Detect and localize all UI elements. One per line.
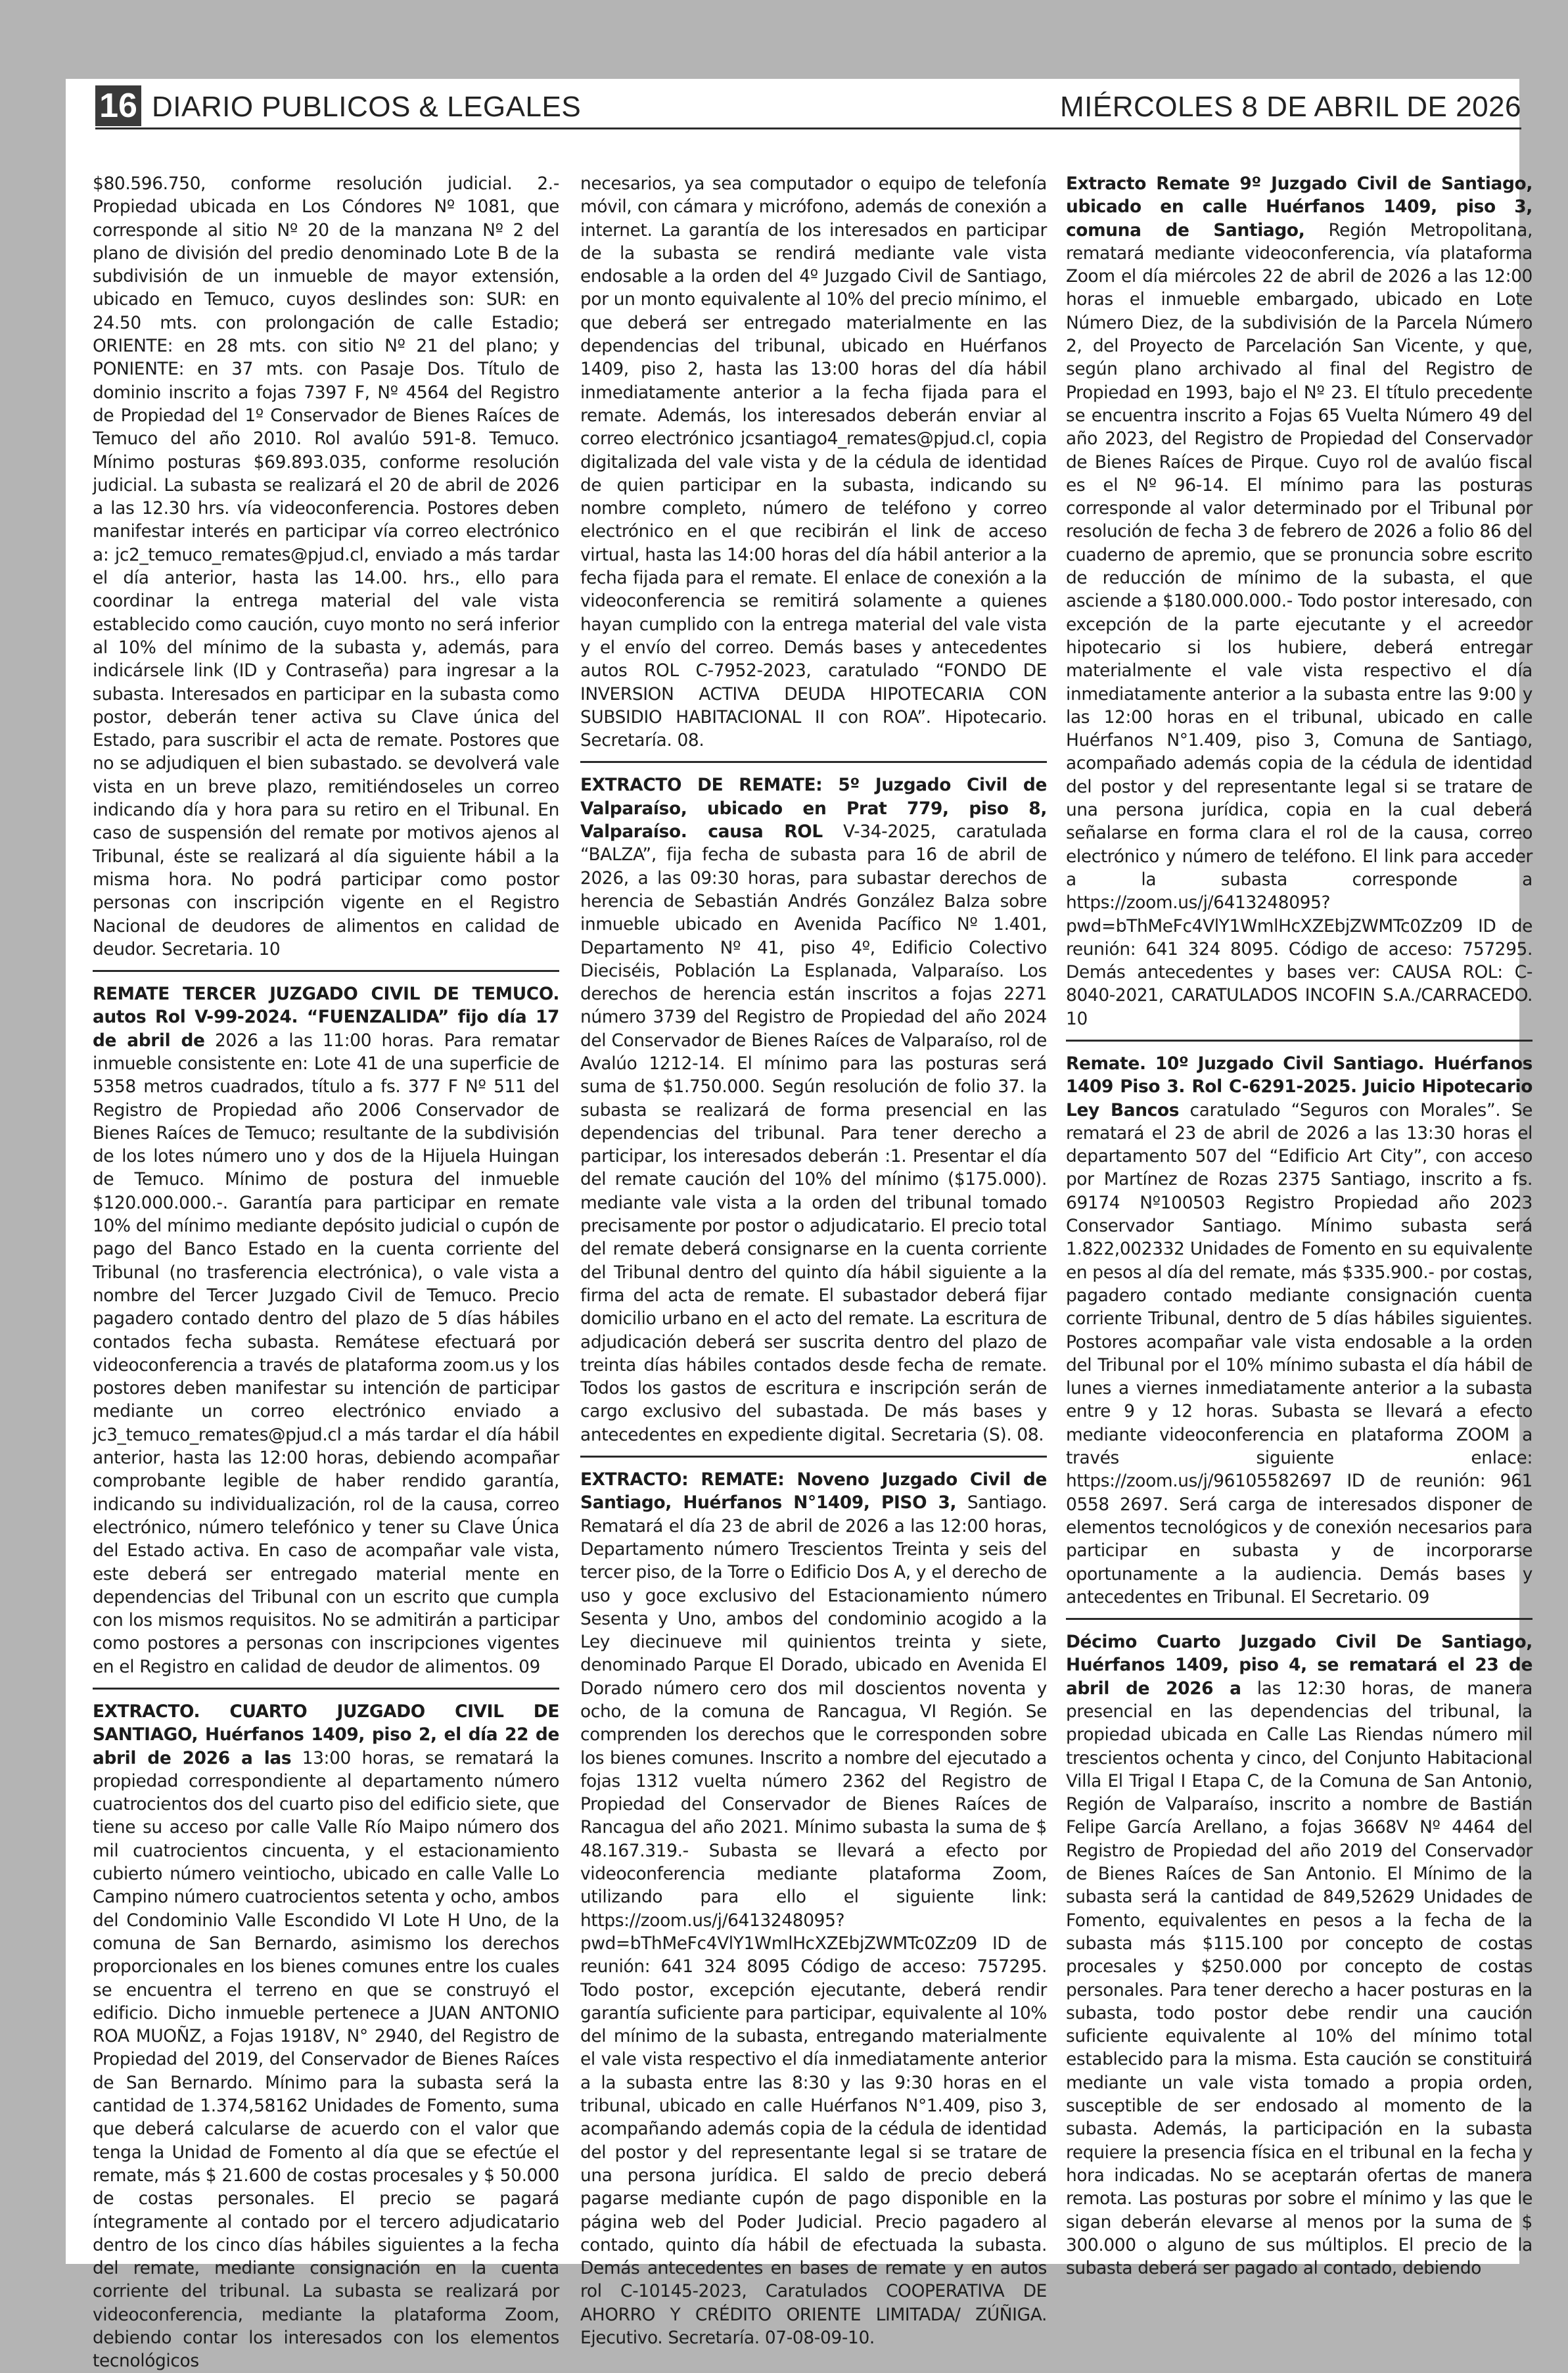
notice-text — [93, 172, 559, 961]
page-number: 16 — [95, 85, 141, 126]
notice-divider — [580, 761, 1047, 763]
legal-notice — [580, 1468, 1047, 2349]
legal-notice — [1066, 1052, 1533, 1609]
notice-body: caratulado “Seguros con Morales”. Se rematará el 23 de abril de 2026 a las 13:30 horas el departamento 507 del “Edificio Art City”, con acceso por Martínez de Rozas 2375 Santiago, inscrito a fs. 69174 Nº100503 Registro Propiedad año 2023 Conservador Santiago. Mínimo subasta será 1.822,002332 Unidades de Fomento en su equivalente en pesos al día del remate, más $335.900.- por costas, pagadero contado mediante consignación cuenta corriente Tribunal, dentro de 5 días hábiles siguientes. Postores acompañar vale vista endosable a la orden del Tribunal por el 10% mínimo subasta el día hábil de lunes a viernes inmediatamente anterior a la subasta entre 9 y 12 horas. Subasta se llevará a efecto mediante videoconferencia en plataforma ZOOM a través siguiente enlace: https://zoom.us/j/96105582697 ID de reunión: 961 0558 2697. Será carga de interesados disponer de elementos tecnológicos y de conexión necesarios para participar en subasta y de incorporarse oportunamente a la audiencia. Demás bases y antecedentes en Tribunal. El Secretario. 09 — [1066, 1099, 1533, 1607]
column-2 — [580, 172, 1047, 2349]
notice-heading: Remate. 10º Juzgado Civil Santiago. Huérfanos 1409 Piso 3. Rol C-6291-2025. Juicio Hipotecario Ley Bancos — [1066, 1053, 1533, 1120]
notice-text — [1066, 172, 1533, 1030]
publication-name: DIARIO PUBLICOS & LEGALES — [152, 91, 582, 123]
notice-text — [580, 773, 1047, 1446]
notice-heading: Décimo Cuarto Juzgado Civil De Santiago, Huérfanos 1409, piso 4, se rematará el 23 de abril de 2026 a — [1066, 1632, 1533, 1699]
notice-heading: EXTRACTO. CUARTO JUZGADO CIVIL DE SANTIAGO, Huérfanos 1409, piso 2, el día 22 de abril de 2026 a las — [93, 1701, 559, 1768]
legal-notice — [93, 982, 559, 1678]
notice-text — [1066, 1630, 1533, 2280]
legal-notice — [580, 773, 1047, 1446]
page-header — [95, 85, 1521, 125]
notice-body: las 12:30 horas, de manera presencial en las dependencias del tribunal, la propiedad ubicada en Calle Las Riendas número mil trescientos ochenta y cinco, del Conjunto Habitacional Villa El Trigal I Etapa C, de la Comuna de San Antonio, Región de Valparaíso, inscrito a nombre de Bastián Felipe García Arellano, a fojas 3668V Nº 4464 del Registro de Propiedad del año 2019 del Conservador de Bienes Raíces de San Antonio. El Mínimo de la subasta será la cantidad de 849,52629 Unidades de Fomento, equivalentes en pesos a la fecha de la subasta más $115.100 por concepto de costas procesales y $250.000 por concepto de costas personales. Para tener derecho a hacer posturas en la subasta, todo postor debe rendir una caución suficiente equivalente al 10% del mínimo total establecido para la misma. Esta caución se constituirá mediante un vale vista tomado a propia orden, susceptible de ser endosado al momento de la subasta. Además, la participación en la subasta requiere la presencia física en el tribunal en la fecha y hora indicadas. No se aceptarán ofertas de manera remota. Las posturas por sobre el mínimo y las que le sigan deberán elevarse al menos por la suma de $ 300.000 o alguno de sus múltiplos. El precio de la subasta deberá ser pagado al contado, debiendo — [1066, 1678, 1533, 2279]
notice-body: Santiago. Rematará el día 23 de abril de 2026 a las 12:00 horas, Departamento número Trescientos Treinta y seis del tercer piso, de la Torre o Edificio Dos A, y el derecho de uso y goce exclusivo del Estacionamiento número Sesenta y Uno, ambos del condominio acogido a la Ley diecinueve mil quinientos treinta y siete, denominado Parque El Dorado, ubicado en Avenida El Dorado número cero dos mil doscientos noventa y ocho, de la comuna de Rancagua, VI Región. Se comprenden los derechos que le corresponden sobre los bienes comunes. Inscrito a nombre del ejecutado a fojas 1312 vuelta número 2362 del Registro de Propiedad del Conservador de Bienes Raíces de Rancagua del año 2021. Mínimo subasta la suma de $ 48.167.319.- Subasta se llevará a efecto por videoconferencia mediante plataforma Zoom, utilizando para ello el siguiente link: https://zoom.us/j/6413248095?pwd=bThMeFc4VlY1WmlHcXZEbjZWMTc0Zz09 ID de reunión: 641 324 8095 Código de acceso: 757295. Todo postor, excepción ejecutante, deberá rendir garantía suficiente para participar, equivalente al 10% del mínimo de la subasta, entregando materialmente el vale vista respectivo el día inmediatamente anterior a la subasta entre las 8:30 y las 9:30 horas en el tribunal, ubicado en calle Huérfanos N°1.409, piso 3, acompañando además copia de la cédula de identidad del postor y del representante legal si se tratare de una persona jurídica. El saldo de precio deberá pagarse mediante cupón de pago disponible en la página web del Poder Judicial. Precio pagadero al contado, quinto día hábil de efectuada la subasta. Demás antecedentes en bases de remate y en autos rol C-10145-2023, Caratulados COOPERATIVA DE AHORRO Y CRÉDITO ORIENTE LIMITADA/ ZÚÑIGA. Ejecutivo. Secretaría. 07-08-09-10. — [580, 1492, 1048, 2349]
notice-text — [580, 172, 1047, 752]
notice-text — [580, 1468, 1047, 2349]
notice-text — [93, 982, 559, 1678]
notice-divider — [580, 1456, 1047, 1458]
notice-divider — [1066, 1618, 1533, 1620]
notice-text — [1066, 1052, 1533, 1609]
notice-body: 13:00 horas, se rematará la propiedad correspondiente al departamento número cuatrocientos dos del cuarto piso del edificio siete, que tiene su acceso por calle Valle Río Maipo número dos mil cuatrocientos cincuenta, y el estacionamiento cubierto número veintiocho, ubicado en calle Valle Lo Campino número cuatrocientos setenta y ocho, ambos del Condominio Valle Escondido VI Lote H Uno, de la comuna de San Bernardo, asimismo los derechos proporcionales en los bienes comunes entre los cuales se encuentra el terreno en que se construyó el edificio. Dicho inmueble pertenece a JUAN ANTONIO ROA MUOÑZ, a Fojas 1918V, N° 2940, del Registro de Propiedad del 2019, del Conservador de Bienes Raíces de San Bernardo. Mínimo para la subasta será la cantidad de 1.374,58162 Unidades de Fomento, suma que deberá calcularse de acuerdo con el valor que tenga la Unidad de Fomento al día que se efectúe el remate, más $ 21.600 de costas procesales y $ 50.000 de costas personales. El precio se pagará íntegramente al contado por el tercero adjudicatario dentro de los cinco días hábiles siguientes a la fecha del remate, mediante consignación en la cuenta corriente del tribunal. La subasta se realizará por videoconferencia, mediante la plataforma Zoom, debiendo contar los interesados con los elementos tecnológicos — [93, 1747, 559, 2372]
notice-heading: Extracto Remate 9º Juzgado Civil de Santiago, ubicado en calle Huérfanos 1409, piso 3, comuna de Santiago, — [1066, 173, 1533, 241]
notice-text — [93, 1700, 559, 2373]
notice-body: Región Metropolitana, rematará mediante videoconferencia, vía plataforma Zoom el día miércoles 22 de abril de 2026 a las 12:00 horas el inmueble embargado, ubicado en Lote Número Diez, de la subdivisión de la Parcela Número 2, del Proyecto de Parcelación San Vicente, y que, según plano archivado al final del Registro de Propiedad en 1993, bajo el Nº 23. El título precedente se encuentra inscrito a Fojas 65 Vuelta Número 49 del año 2023, del Registro de Propiedad del Conservador de Bienes Raíces de Pirque. Cuyo rol de avalúo fiscal es el Nº 96-14. El mínimo para las posturas corresponde al valor determinado por el Tribunal por resolución de fecha 3 de febrero de 2026 a folio 86 del cuaderno de apremio, que se pronuncia sobre escrito de reducción de mínimo de la subasta, el que asciende a $180.000.000.- Todo postor interesado, con excepción de la parte ejecutante y el acreedor hipotecario si los hubiere, deberá entregar materialmente el vale vista respectivo el día inmediatamente anterior a la subasta entre las 9:00 y las 12:00 horas en el tribunal, ubicado en calle Huérfanos N°1.409, piso 3, Comuna de Santiago, acompañado además copia de la cédula de identidad del postor y del representante legal si se tratare de una persona jurídica, copia en la cual deberá señalarse en forma clara el rol de la causa, correo electrónico y número de teléfono. El link para acceder a la subasta corresponde a https://zoom.us/j/6413248095?pwd=bThMeFc4VlY1WmlHcXZEbjZWMTc0Zz09 ID de reunión: 641 324 8095. Código de acceso: 757295. Demás antecedentes y bases ver: CAUSA ROL: C-8040-2021, CARATULADOS INCOFIN S.A./CARRACEDO. 10 — [1066, 219, 1533, 1029]
notice-body: 2026 a las 11:00 horas. Para rematar inmueble consistente en: Lote 41 de una superficie de 5358 metros cuadrados, título a fs. 377 F Nº 511 del Registro de Propiedad año 2006 Conservador de Bienes Raíces de Temuco; resultante de la subdivisión de los lotes número uno y dos de la Hijuela Huingan de Temuco. Mínimo de postura del inmueble $120.000.000.-. Garantía para participar en remate 10% del mínimo mediante depósito judicial o cupón de pago del Banco Estado en la cuenta corriente del Tribunal (no trasferencia electrónica), o vale vista a nombre del Tercer Juzgado Civil de Temuco. Precio pagadero contado dentro del plazo de 5 días hábiles contados fecha subasta. Remátese efectuará por videoconferencia a través de plataforma zoom.us y los postores deben manifestar su intención de participar mediante un correo electrónico enviado a jc3_temuco_remates@pjud.cl a más tardar el día hábil anterior, hasta las 12:00 horas, debiendo acompañar comprobante legible de haber rendido garantía, indicando su individualización, rol de la causa, correo electrónico, número telefónico y tener su Clave Única del Estado activa. En caso de acompañar vale vista, este deberá ser entregado material mente en dependencias del Tribunal con un escrito que cumpla con los mismos requisitos. No se admitirán a participar como postores a personas con inscripciones vigentes en el Registro en calidad de deudor de alimentos. 09 — [93, 1030, 559, 1677]
notice-divider — [93, 1688, 559, 1690]
column-3 — [1066, 172, 1533, 2280]
notice-divider — [93, 970, 559, 972]
legal-notice — [93, 1700, 559, 2373]
column-1 — [93, 172, 559, 2373]
notice-body: $80.596.750, conforme resolución judicial. 2.- Propiedad ubicada en Los Cóndores Nº 1081, que corresponde al sitio Nº 20 de la manzana Nº 2 del plano de división del predio denominado Lote B de la subdivisión de un inmueble de mayor extensión, ubicado en Temuco, cuyos deslindes son: SUR: en 24.50 mts. con prolongación de calle Estadio; ORIENTE: en 28 mts. con sitio Nº 21 del plano; y PONIENTE: en 37 mts. con Pasaje Dos. Título de dominio inscrito a fojas 7397 F, Nº 4564 del Registro de Propiedad del 1º Conservador de Bienes Raíces de Temuco del año 2010. Rol avalúo 591-8. Temuco. Mínimo posturas $69.893.035, conforme resolución judicial. La subasta se realizará el 20 de abril de 2026 a las 12.30 hrs. vía videoconferencia. Postores deben manifestar interés en participar vía correo electrónico a: jc2_temuco_remates@pjud.cl, enviado a más tardar el día anterior, hasta las 14.00. hrs., ello para coordinar la entrega material del vale vista establecido como caución, cuyo monto no será inferior al 10% del mínimo de la subasta y, además, para indicársele link (ID y Contraseña) para ingresar a la subasta. Interesados en participar en la subasta como postor, deberán tener activa su Clave única del Estado, para suscribir el acta de remate. Postores que no se adjudiquen el bien subastado. se devolverá vale vista en un breve plazo, remitiéndoseles un correo indicando día y hora para su retiro en el Tribunal. En caso de suspensión del remate por motivos ajenos al Tribunal, éste se realizará al día siguiente hábil a la misma hora. No podrá participar como postor personas con inscripción vigente en el Registro Nacional de deudores de alimentos en calidad de deudor. Secretaria. 10 — [93, 173, 559, 959]
publication-date: MIÉRCOLES 8 DE ABRIL DE 2026 — [1060, 91, 1521, 123]
notice-body: V-34-2025, caratulada “BALZA”, fija fecha de subasta para 16 de abril de 2026, a las 09:30 horas, para subastar derechos de herencia de Sebastián Andrés González BaIza sobre inmueble ubicado en Avenida Pacífico Nº 1.401, Departamento Nº 41, piso 4º, Edificio Colectivo Dieciséis, Población La Esplanada, Valparaíso. Los derechos de herencia están inscritos a fojas 2271 número 3739 del Registro de Propiedad del año 2024 del Conservador de Bienes Raíces de Valparaíso, rol de Avalúo 1212-14. El mínimo para las posturas será suma de $1.750.000. Según resolución de folio 37. la subasta se realizará de forma presencial en las dependencias del tribunal. Para tener derecho a participar, los interesados deberán :1. Presentar el día del remate caución del 10% del mínimo ($175.000). mediante vale vista a la orden del tribunal tomado precisamente por postor o adjudicatario. El precio total del remate deberá consignarse en la cuenta corriente del Tribunal dentro del quinto día hábil siguiente a la firma del acta de remate. El subastador deberá fijar domicilio urbano en el acto del remate. La escritura de adjudicación deberá ser suscrita dentro del plazo de treinta días hábiles contados desde fecha de remate. Todos los gastos de escritura e inscripción serán de cargo exclusivo del subastada. De más bases y antecedentes en expediente digital. Secretaria (S). 08. — [580, 821, 1047, 1445]
notice-heading: EXTRACTO DE REMATE: 5º Juzgado Civil de Valparaíso, ubicado en Prat 779, piso 8, Valparaíso. causa ROL — [580, 775, 1047, 842]
notice-divider — [1066, 1040, 1533, 1042]
header-rule — [95, 127, 1521, 129]
legal-notice — [580, 172, 1047, 752]
notice-heading: REMATE TERCER JUZGADO CIVIL DE TEMUCO. autos Rol V-99-2024. “FUENZALIDA” fijo día 17 de abril de — [93, 984, 559, 1051]
legal-notice — [1066, 172, 1533, 1030]
legal-notice — [93, 172, 559, 961]
notice-heading: EXTRACTO: REMATE: Noveno Juzgado Civil de Santiago, Huérfanos N°1409, PISO 3, — [580, 1469, 1047, 1513]
notice-body: necesarios, ya sea computador o equipo de telefonía móvil, con cámara y micrófono, además de conexión a internet. La garantía de los interesados en participar de la subasta se rendirá mediante vale vista endosable a la orden del 4º Juzgado Civil de Santiago, por un monto equivalente al 10% del precio mínimo, el que deberá ser entregado materialmente en las dependencias del tribunal, ubicado en Huérfanos 1409, piso 2, hasta las 13:00 horas del día hábil inmediatamente anterior a la fecha fijada para el remate. Además, los interesados deberán enviar al correo electrónico jcsantiago4_remates@pjud.cl, copia digitalizada del vale vista y de la cédula de identidad de quien participar en la subasta, indicando su nombre completo, número de teléfono y correo electrónico en el que recibirán el link de acceso virtual, hasta las 14:00 horas del día hábil anterior a la fecha fijada para el remate. El enlace de conexión a la videoconferencia se remitirá solamente a quienes hayan cumplido con la entrega material del vale vista y el envío del correo. Demás bases y antecedentes autos ROL C-7952-2023, caratulado “FONDO DE INVERSION ACTIVA DEUDA HIPOTECARIA CON SUBSIDIO HABITACIONAL II con ROA”. Hipotecario. Secretaría. 08. — [580, 173, 1047, 751]
legal-notice — [1066, 1630, 1533, 2280]
